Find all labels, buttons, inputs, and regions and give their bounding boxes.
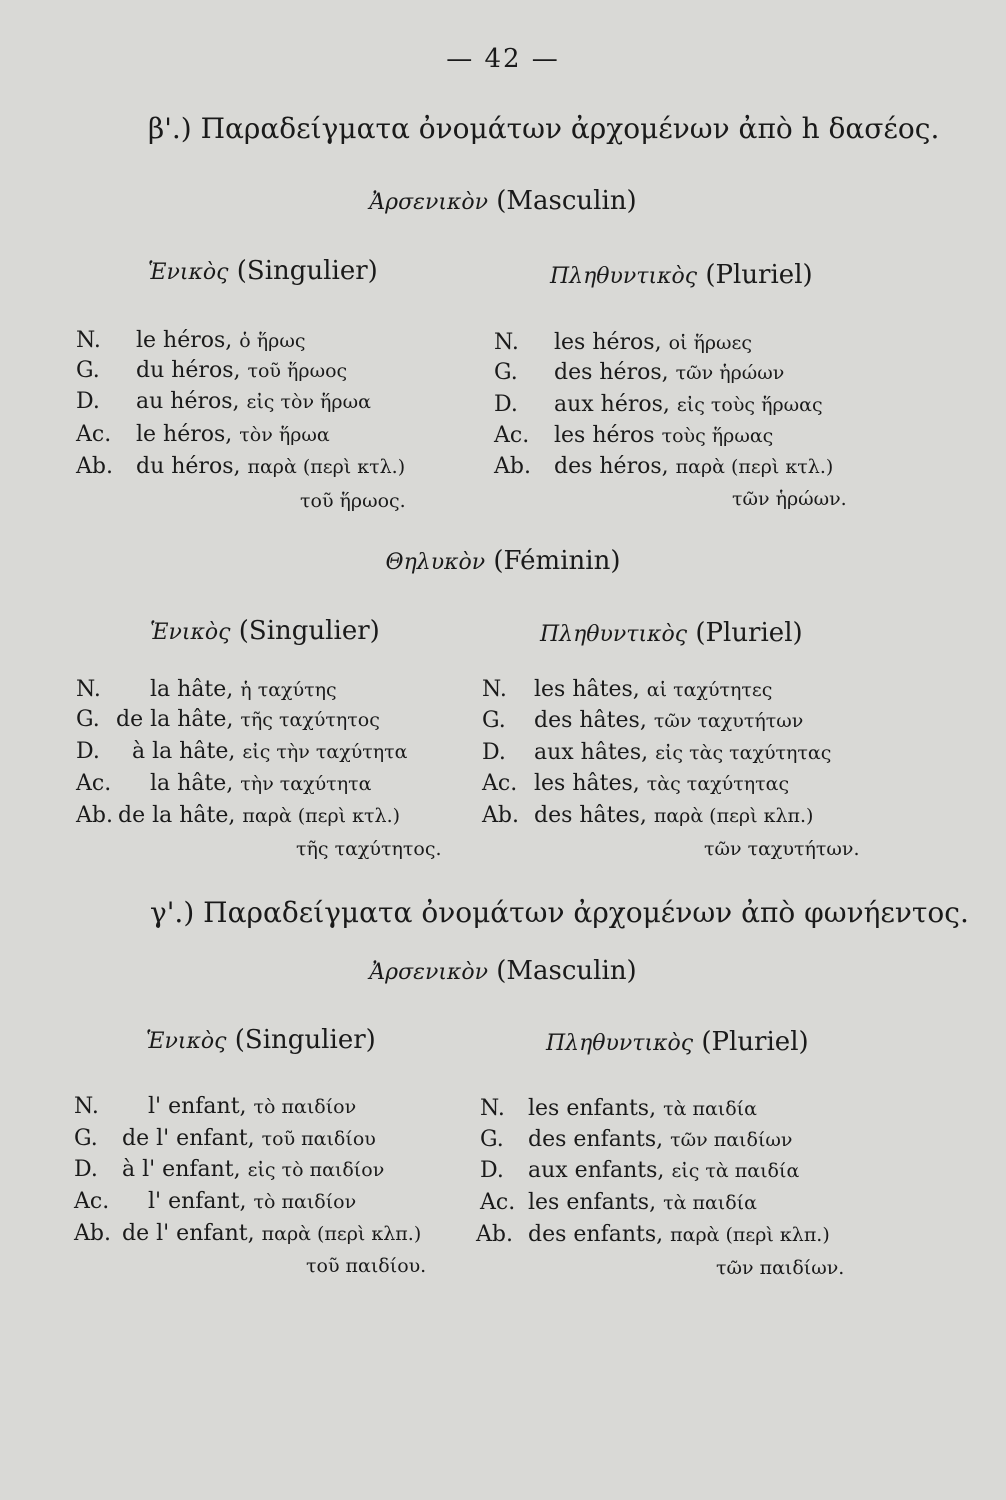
greek-form: τὰς ταχύτητας <box>646 773 790 795</box>
declension-row <box>76 420 330 450</box>
greek-form: ἡ ταχύτης <box>240 679 337 701</box>
case-label: D. <box>76 739 100 764</box>
greek-form: ὁ ἥρως <box>239 330 306 352</box>
case-label: G. <box>494 360 518 385</box>
gender-label-fr: (Masculin) <box>496 956 637 986</box>
french-form: les enfants, <box>528 1096 657 1121</box>
greek-form: τοῦ παιδίου <box>261 1128 376 1150</box>
declension-row <box>480 1188 757 1218</box>
declension-row <box>480 1094 757 1124</box>
greek-form: τὰ παιδία <box>663 1098 757 1120</box>
greek-form: τοὺς ἥρωας <box>661 425 774 447</box>
singular-heading-fr: (Singulier) <box>236 256 378 286</box>
case-label: N. <box>480 1096 505 1121</box>
case-label: Ac. <box>76 771 112 796</box>
ablative-continuation: τῆς ταχύτητος. <box>296 838 442 860</box>
ablative-continuation: τοῦ παιδίου. <box>306 1255 427 1277</box>
plural-heading <box>540 618 803 648</box>
declension-row <box>494 328 752 358</box>
section-title-beta: β'.) Παραδείγματα ὀνομάτων ἀρχομένων ἀπὸ h δασέος. <box>148 112 940 145</box>
case-label: Ac. <box>76 422 112 447</box>
greek-form: εἰς τοὺς ἥρωας <box>676 394 823 416</box>
declension-row <box>76 356 347 386</box>
declension-row <box>482 706 803 736</box>
declension-row <box>482 738 831 768</box>
case-label: Ab. <box>482 803 519 828</box>
singular-heading-greek: Ἑνικὸς <box>150 620 231 645</box>
case-label: Ac. <box>480 1190 516 1215</box>
singular-heading <box>150 616 380 646</box>
case-label: G. <box>76 358 100 383</box>
declension-row <box>74 1155 384 1185</box>
greek-form: παρὰ (περὶ κλπ.) <box>261 1223 422 1245</box>
case-label: Ac. <box>494 423 530 448</box>
greek-form: τὰ παιδία <box>663 1192 757 1214</box>
greek-form: τὸ παιδίον <box>253 1191 357 1213</box>
greek-form: παρὰ (περὶ κτλ.) <box>242 805 401 827</box>
case-label: G. <box>74 1126 98 1151</box>
french-form: le héros, <box>136 422 233 447</box>
french-form: des héros, <box>554 454 669 479</box>
case-label: Ab. <box>76 803 113 828</box>
case-label: Ac. <box>482 771 518 796</box>
greek-form: εἰς τὸν ἥρωα <box>246 391 371 413</box>
declension-row <box>480 1156 799 1186</box>
greek-form: εἰς τὸ παιδίον <box>247 1159 385 1181</box>
declension-row <box>494 390 823 420</box>
plural-heading <box>546 1027 809 1057</box>
declension-row <box>74 1124 376 1154</box>
french-form: des enfants, <box>528 1222 664 1247</box>
french-form: aux hâtes, <box>534 740 649 765</box>
french-form: le héros, <box>136 328 233 353</box>
greek-form: παρὰ (περὶ κτλ.) <box>675 456 834 478</box>
french-form: à l' enfant, <box>122 1157 241 1182</box>
plural-heading-fr: (Pluriel) <box>701 1027 809 1057</box>
greek-form: τοῦ ἥρωος <box>247 360 348 382</box>
french-form: aux héros, <box>554 392 670 417</box>
singular-heading <box>148 256 378 286</box>
french-form: de la hâte, <box>116 707 234 732</box>
declension-row <box>476 1220 830 1250</box>
declension-row <box>74 1187 356 1217</box>
case-label: G. <box>76 707 100 732</box>
declension-row <box>76 452 405 482</box>
case-label: N. <box>494 330 519 355</box>
french-form: des enfants, <box>528 1127 664 1152</box>
case-label: N. <box>76 328 101 353</box>
case-label: G. <box>482 708 506 733</box>
greek-form: παρὰ (περὶ κλπ.) <box>670 1224 830 1246</box>
declension-row <box>482 801 813 831</box>
declension-row <box>482 675 772 705</box>
french-form: l' enfant, <box>148 1189 247 1214</box>
french-form: les enfants, <box>528 1190 657 1215</box>
gender-heading-masculin <box>0 186 1006 216</box>
ablative-continuation: τῶν ἡρώων. <box>732 488 847 510</box>
french-form: l' enfant, <box>148 1094 247 1119</box>
declension-row <box>482 769 789 799</box>
singular-heading-greek: Ἑνικὸς <box>146 1029 227 1054</box>
greek-form: οἱ ἥρωες <box>668 332 753 354</box>
gender-label-fr: (Féminin) <box>493 546 621 576</box>
french-form: des héros, <box>554 360 669 385</box>
declension-row <box>76 769 371 799</box>
case-label: D. <box>74 1157 98 1182</box>
french-form: les hâtes, <box>534 771 640 796</box>
greek-form: παρὰ (περὶ κτλ.) <box>247 456 406 478</box>
french-form: les héros, <box>554 330 662 355</box>
greek-form: τῶν ταχυτήτων <box>653 710 804 732</box>
greek-form: εἰς τὰς ταχύτητας <box>655 742 832 764</box>
case-label: D. <box>482 740 506 765</box>
declension-row <box>494 358 784 388</box>
case-label: Ab. <box>494 454 531 479</box>
greek-form: τὸ παιδίον <box>253 1096 357 1118</box>
plural-heading-fr: (Pluriel) <box>705 260 813 290</box>
declension-row <box>76 737 408 767</box>
section-title-gamma: γ'.) Παραδείγματα ὀνομάτων ἀρχομένων ἀπὸ φωνήεντος. <box>150 896 969 929</box>
case-label: N. <box>76 677 101 702</box>
french-form: de l' enfant, <box>122 1221 255 1246</box>
singular-heading <box>146 1025 376 1055</box>
french-form: les hâtes, <box>534 677 640 702</box>
case-label: N. <box>482 677 507 702</box>
plural-heading-greek: Πληθυντικὸς <box>546 1031 694 1056</box>
case-label: Ab. <box>74 1221 111 1246</box>
declension-row <box>480 1125 792 1155</box>
greek-form: τῶν παιδίων <box>670 1129 793 1151</box>
ablative-continuation: τῶν παιδίων. <box>716 1257 845 1279</box>
case-label: N. <box>74 1094 99 1119</box>
plural-heading-fr: (Pluriel) <box>695 618 803 648</box>
declension-row <box>76 705 380 735</box>
french-form: du héros, <box>136 358 241 383</box>
case-label: D. <box>480 1158 504 1183</box>
declension-row <box>494 452 833 482</box>
singular-heading-greek: Ἑνικὸς <box>148 260 229 285</box>
greek-form: εἰς τὴν ταχύτητα <box>242 741 408 763</box>
greek-form: τὸν ἥρωα <box>239 424 330 446</box>
plural-heading <box>550 260 813 290</box>
case-label: D. <box>76 389 100 414</box>
french-form: des hâtes, <box>534 803 647 828</box>
gender-label-greek: Ἀρσενικὸν <box>369 190 488 215</box>
french-form: du héros, <box>136 454 241 479</box>
ablative-continuation: τῶν ταχυτήτων. <box>704 838 860 860</box>
declension-row <box>76 801 400 831</box>
declension-row <box>76 326 305 356</box>
french-form: les héros <box>554 423 655 448</box>
french-form: la hâte, <box>150 771 234 796</box>
case-label: G. <box>480 1127 504 1152</box>
greek-form: τὴν ταχύτητα <box>240 773 372 795</box>
french-form: à la hâte, <box>132 739 236 764</box>
declension-row <box>494 421 773 451</box>
case-label: Ab. <box>476 1222 513 1247</box>
gender-label-greek: Θηλυκὸν <box>385 550 486 575</box>
gender-heading-masculin <box>0 956 1006 986</box>
case-label: Ab. <box>76 454 113 479</box>
french-form: de l' enfant, <box>122 1126 255 1151</box>
gender-heading-feminin <box>0 546 1006 576</box>
plural-heading-greek: Πληθυντικὸς <box>550 264 698 289</box>
declension-row <box>76 675 337 705</box>
ablative-continuation: τοῦ ἥρωος. <box>300 490 406 512</box>
french-form: de la hâte, <box>118 803 236 828</box>
singular-heading-fr: (Singulier) <box>238 616 380 646</box>
french-form: aux enfants, <box>528 1158 665 1183</box>
singular-heading-fr: (Singulier) <box>234 1025 376 1055</box>
french-form: des hâtes, <box>534 708 647 733</box>
gender-label-greek: Ἀρσενικὸν <box>369 960 488 985</box>
french-form: au héros, <box>136 389 240 414</box>
greek-form: παρὰ (περὶ κλπ.) <box>653 805 814 827</box>
greek-form: εἰς τὰ παιδία <box>671 1160 800 1182</box>
page-number: — 42 — <box>446 44 560 74</box>
plural-heading-greek: Πληθυντικὸς <box>540 622 688 647</box>
french-form: la hâte, <box>150 677 234 702</box>
greek-form: τῆς ταχύτητος <box>240 709 380 731</box>
gender-label-fr: (Masculin) <box>496 186 637 216</box>
greek-form: αἱ ταχύτητες <box>646 679 773 701</box>
declension-row <box>74 1219 421 1249</box>
declension-row <box>74 1092 356 1122</box>
greek-form: τῶν ἡρώων <box>675 362 785 384</box>
case-label: Ac. <box>74 1189 110 1214</box>
case-label: D. <box>494 392 518 417</box>
declension-row <box>76 387 371 417</box>
